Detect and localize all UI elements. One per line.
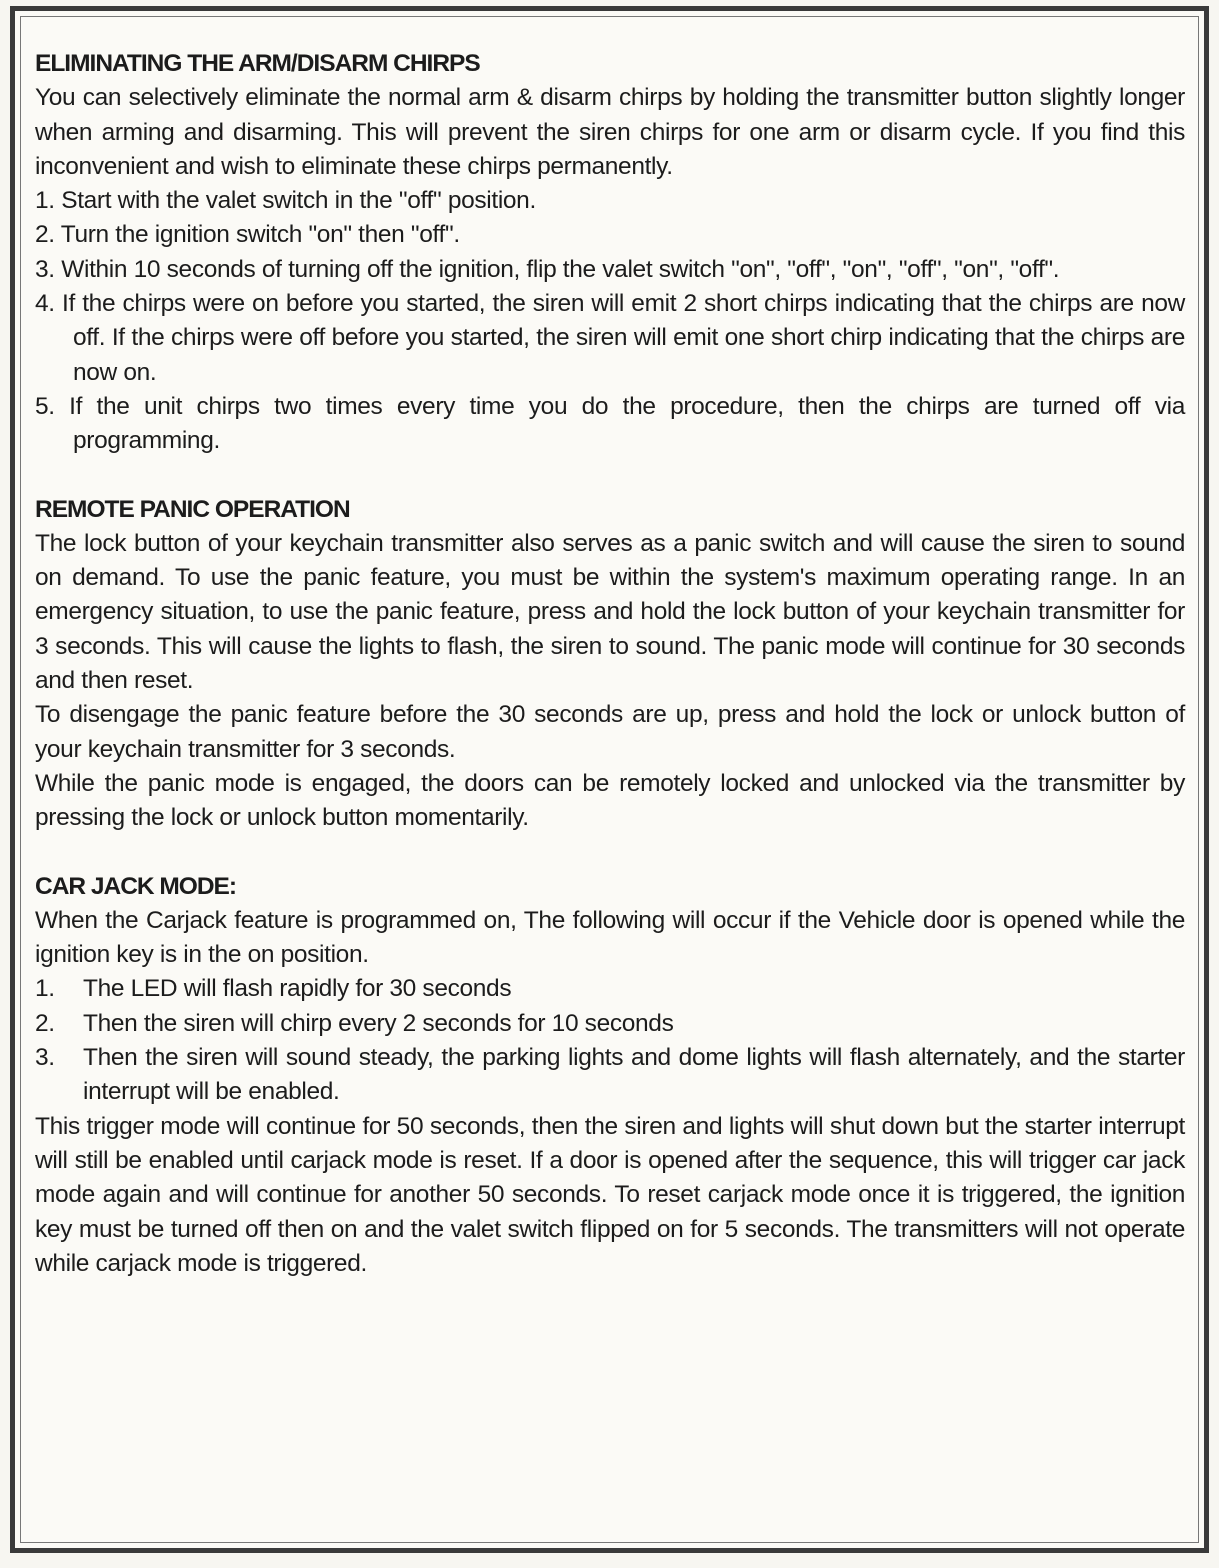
section-title: CAR JACK MODE: (35, 872, 237, 900)
list-item: 3. Then the siren will sound steady, the parking lights and dome lights will flash alternately, and the starter interrupt will be enabled. (35, 1044, 1185, 1106)
section-closing: This trigger mode will continue for 50 seconds, then the siren and lights will shut down but the starter interrupt will still be enabled until carjack mode is reset. If a door is opened after the sequence, this will trigger car jack mode again and will continue for another 50 seconds. To reset carjack mode once it is triggered, the ignition key must be turned off then on and the valet switch flipped on for 5 seconds. The transmitters will not operate while carjack mode is triggered. (35, 1112, 1185, 1277)
paragraph: To disengage the panic feature before the 30 seconds are up, press and hold the lock or unlock button of your keychain transmitter for 3 seconds. (35, 701, 1185, 763)
list-item: 5. If the unit chirps two times every time you do the procedure, then the chirps are turned off via programming. (35, 392, 1185, 455)
section-intro: You can selectively eliminate the normal arm & disarm chirps by holding the transmitter button slightly longer when arming and disarming. This will prevent the siren chirps for one arm or disarm cycle. If you find this inconvenient and wish to eliminate these chirps permanently. (35, 84, 1185, 180)
paragraph: While the panic mode is engaged, the doors can be remotely locked and unlocked via the transmitter by pressing the lock or unlock button momentarily. (35, 769, 1185, 832)
list-item: 2. Then the siren will chirp every 2 seconds for 10 seconds (35, 1009, 674, 1037)
section-panic (35, 493, 1185, 836)
list-item: 1. The LED will flash rapidly for 30 seconds (35, 975, 512, 1003)
document-body (35, 47, 1185, 1281)
list-item: 1. Start with the valet switch in the "off" position. (35, 187, 536, 215)
list-item: 2. Turn the ignition switch "on" then "off". (35, 221, 460, 249)
section-spacer (35, 836, 1185, 870)
page-border (10, 6, 1209, 1553)
section-title: REMOTE PANIC OPERATION (35, 495, 350, 523)
list-item: 4. If the chirps were on before you started, the siren will emit 2 short chirps indicating that the chirps are now off. If the chirps were off before you started, the siren will emit one short chirp indicating that the chirps are now on. (35, 290, 1185, 386)
section-chirps (35, 47, 1185, 459)
section-intro: When the Carjack feature is programmed on, The following will occur if the Vehicle door is opened while the ignition key is in the on position. (35, 906, 1185, 969)
paragraph: The lock button of your keychain transmitter also serves as a panic switch and will cause the siren to sound on demand. To use the panic feature, you must be within the system's maximum operating range. In an emergency situation, to use the panic feature, press and hold the lock button of your keychain transmitter for 3 seconds. This will cause the lights to flash, the siren to sound. The panic mode will continue for 30 seconds and then reset. (35, 529, 1185, 695)
section-title: ELIMINATING THE ARM/DISARM CHIRPS (35, 50, 480, 77)
section-spacer (35, 459, 1185, 493)
list-item: 3. Within 10 seconds of turning off the ignition, flip the valet switch "on", "off", "on", "off", "on", "off". (35, 255, 1060, 283)
section-carjack (35, 870, 1185, 1282)
